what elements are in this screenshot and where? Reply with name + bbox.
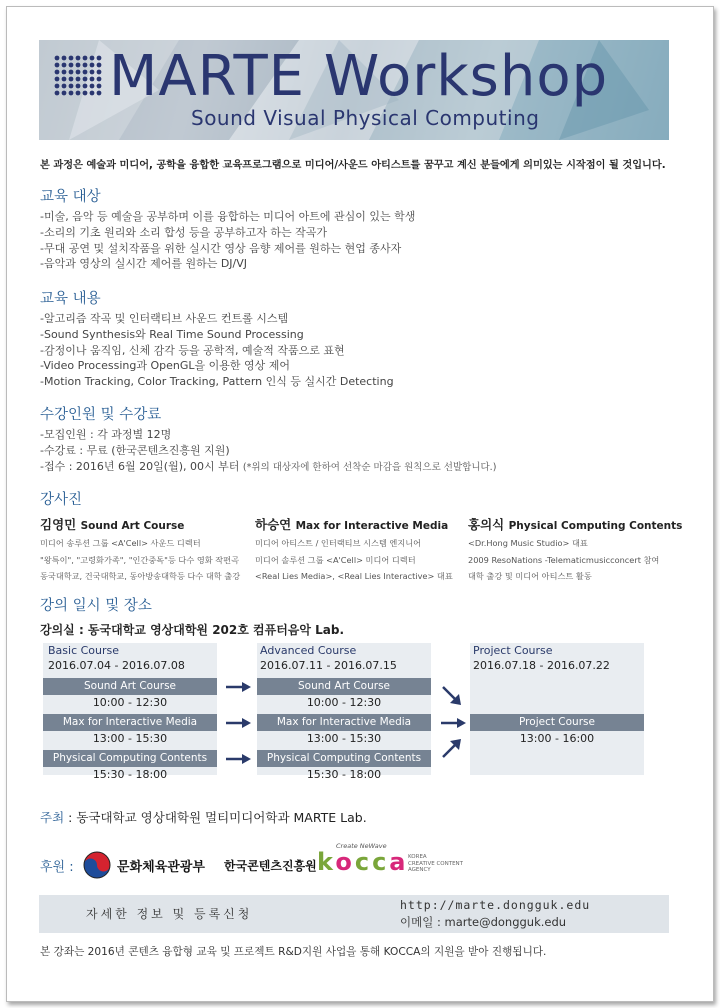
instructor-course: Max for Interactive Media: [295, 520, 449, 532]
kocca-logo-letter: c: [372, 848, 390, 876]
target-list: [40, 209, 415, 272]
sponsor-label: 후원 :: [40, 860, 74, 875]
logo-dot: [62, 77, 67, 82]
logo-dot: [76, 84, 81, 89]
arrow-up-right-icon: [440, 736, 464, 760]
logo-dot: [62, 56, 67, 61]
page-title: MARTE Workshop: [109, 44, 609, 109]
content-heading: 교육 내용: [40, 291, 101, 307]
logo-dot: [90, 91, 95, 96]
kocca-sub-line: KOREA: [408, 854, 427, 860]
session-title: Max for Interactive Media: [43, 714, 217, 731]
course-date: 2016.07.18 - 2016.07.22: [473, 659, 610, 672]
venue-text: 강의실 : 동국대학교 영상대학원 202호 컴퓨터음악 Lab.: [40, 623, 345, 637]
enroll-note: (*위의 대상자에 한하여 선착순 마감을 원칙으로 선발합니다.): [242, 461, 497, 473]
kocca-sub-line: CREATIVE CONTENT: [408, 860, 464, 867]
list-item: -음악과 영상의 실시간 제어를 원하는 DJ/VJ: [40, 257, 248, 271]
session-time: 10:00 - 12:30: [306, 696, 382, 709]
logo-dot: [62, 84, 67, 89]
logo-dot: [76, 56, 81, 61]
kocca-tagline: Create NeWave: [336, 842, 387, 850]
target-heading: 교육 대상: [40, 189, 101, 205]
logo-dot: [90, 84, 95, 89]
arrow-right-icon: [439, 716, 467, 730]
course-name: Project Course: [473, 644, 553, 657]
kocca-sub-line: AGENCY: [408, 867, 431, 873]
info-label: 자세한 정보 및 등록신청: [86, 907, 253, 921]
content-list: [40, 311, 394, 390]
logo-dot: [83, 77, 88, 82]
instructor-desc-line: 미디어 송루션 그룹 <A'Cell> 사운드 디렉터: [40, 538, 201, 548]
instructor-desc: [468, 535, 682, 585]
logo-dot: [90, 56, 95, 61]
host-text: [40, 808, 367, 826]
logo-dot: [69, 84, 74, 89]
instructor-desc-line: 대학 출강 및 미디어 아티스트 활동: [468, 571, 592, 581]
enroll-list: [40, 427, 496, 475]
logo-dot: [90, 77, 95, 82]
logo-dot: [97, 63, 102, 68]
logo-dot: [55, 91, 60, 96]
logo-dot: [97, 56, 102, 61]
kocca-logo-text: [317, 848, 409, 876]
instructor-course: Physical Computing Contents: [508, 520, 683, 532]
page-subtitle: Sound Visual Physical Computing: [191, 106, 540, 130]
host-org: : 동국대학교 영상대학원 멀티미디어학과 MARTE Lab.: [64, 810, 367, 825]
session-time: 13:00 - 15:30: [306, 732, 382, 745]
instructor-desc: [40, 535, 240, 585]
logo-dot: [90, 70, 95, 75]
instructor-card: [255, 515, 453, 585]
kocca-korean-name: 한국콘텐츠진흥원: [224, 859, 317, 873]
course-column-basic: [43, 643, 217, 781]
logo-dot: [55, 84, 60, 89]
logo-dot: [83, 91, 88, 96]
list-item: -Motion Tracking, Color Tracking, Pattern 인식 등 실시간 Detecting: [40, 375, 394, 389]
session-time: 13:00 - 15:30: [92, 732, 168, 745]
mcst-name: 문화체육관광부: [117, 860, 205, 875]
instructor-card: [40, 515, 240, 585]
session-time: 13:00 - 16:00: [519, 732, 595, 745]
instructor-name-text: 김영민: [40, 517, 77, 532]
list-item: -Sound Synthesis와 Real Time Sound Processing: [40, 327, 304, 341]
logo-dot: [76, 77, 81, 82]
course-name: Basic Course: [48, 644, 120, 657]
logo-dot: [55, 56, 60, 61]
instructor-desc-line: 2009 ResoNations -Telematicmusicconcert 참여: [468, 554, 660, 565]
list-item: -소리의 기초 원리와 소리 합성 등을 공부하고자 하는 작곡가: [40, 225, 327, 239]
logo-dot: [55, 70, 60, 75]
logo-dot: [69, 70, 74, 75]
list-item: [40, 459, 496, 476]
logo-dot: [83, 70, 88, 75]
list-item: -감정이나 움직임, 신체 감각 등을 공학적, 예술적 작품으로 표현: [40, 343, 345, 357]
logo-dot: [62, 91, 67, 96]
course-column-project: [470, 643, 644, 775]
kocca-logo-letter: a: [389, 848, 409, 876]
instructor-name: [255, 515, 453, 533]
instructor-desc: [255, 535, 453, 585]
course-column-advanced: [257, 643, 431, 781]
host-label: 주최: [40, 810, 65, 825]
enroll-date: -접수 : 2016년 6월 20일(월), 00시 부터: [40, 459, 240, 473]
logo-dot: [83, 63, 88, 68]
session-title: Max for Interactive Media: [257, 714, 431, 731]
logo-dot: [76, 70, 81, 75]
dot-grid-logo-icon: [53, 54, 105, 98]
header-banner: [39, 40, 669, 140]
arrow-right-icon: [224, 752, 252, 766]
list-item: -무대 공연 및 설치작품을 위한 실시간 영상 음향 제어를 원하는 현업 종사자: [40, 241, 402, 255]
session-title: Physical Computing Contents: [43, 750, 217, 767]
arrow-right-icon: [224, 680, 252, 694]
instructor-name-text: 하승연: [255, 517, 292, 532]
session-title: Sound Art Course: [43, 678, 217, 695]
logo-dot: [76, 91, 81, 96]
website-link[interactable]: http://marte.dongguk.edu: [400, 898, 591, 912]
footer-text: 본 강좌는 2016년 콘텐츠 융합형 교육 및 프로젝트 R&D지원 사업을 통해 KOCCA의 지원을 받아 진행됩니다.: [40, 946, 547, 958]
logo-dot: [62, 70, 67, 75]
session-time: 10:00 - 12:30: [92, 696, 168, 709]
list-item: -Video Processing과 OpenGL을 이용한 영상 제어: [40, 359, 291, 373]
session-time: 15:30 - 18:00: [306, 768, 382, 781]
logo-dot: [69, 56, 74, 61]
instructors-heading: 강사진: [40, 492, 83, 508]
logo-dot: [83, 84, 88, 89]
logo-dot: [62, 63, 67, 68]
logo-dot: [97, 84, 102, 89]
logo-dot: [69, 91, 74, 96]
session-time: 15:30 - 18:00: [92, 768, 168, 781]
instructor-desc-line: 동국대학교, 건국대학교, 동아방송대학등 다수 대학 출강: [40, 571, 241, 581]
logo-dot: [69, 63, 74, 68]
arrow-right-icon: [224, 716, 252, 730]
course-name: Advanced Course: [260, 644, 357, 657]
list-item: -미술, 음악 등 예술을 공부하며 이를 융합하는 미디어 아트에 관심이 있는 학생: [40, 210, 416, 223]
session-title: Physical Computing Contents: [257, 750, 431, 767]
instructor-desc-line: 미디어 아티스트 / 인터랙티브 시스템 엔지니어: [255, 538, 422, 548]
logo-dot: [97, 70, 102, 75]
instructor-name: [40, 515, 240, 533]
list-item: -모집인원 : 각 과정별 12명: [40, 428, 172, 441]
schedule-heading: 강의 일시 및 장소: [40, 598, 152, 614]
session-title: Project Course: [470, 714, 644, 731]
logo-dot: [55, 63, 60, 68]
enroll-heading: 수강인원 및 수강료: [40, 407, 162, 423]
kocca-logo-letter: o: [335, 848, 355, 876]
course-date: 2016.07.04 - 2016.07.08: [48, 659, 185, 672]
logo-dot: [76, 63, 81, 68]
logo-dot: [55, 77, 60, 82]
kocca-logo-letter: c: [354, 848, 373, 876]
kocca-logo-letter: k: [317, 848, 336, 876]
instructor-desc-line: <Dr.Hong Music Studio> 대표: [468, 538, 588, 548]
logo-dot: [97, 77, 102, 82]
instructor-course: Sound Art Course: [80, 520, 185, 532]
instructor-name-text: 홍의식: [468, 517, 505, 532]
instructor-card: [468, 515, 682, 585]
mcst-emblem-icon: [82, 850, 112, 880]
instructor-desc-line: 미디어 솔루션 그룹 <A'Cell> 미디어 디렉터: [255, 554, 416, 565]
list-item: -알고리즘 작곡 및 인터랙티브 사운드 컨트롤 시스템: [40, 312, 289, 325]
course-date: 2016.07.11 - 2016.07.15: [260, 659, 397, 672]
logo-dot: [97, 91, 102, 96]
arrow-down-right-icon: [440, 684, 464, 708]
kocca-logo: [317, 848, 409, 876]
session-title: Sound Art Course: [257, 678, 431, 695]
list-item: -수강료 : 무료 (한국콘텐츠진흥원 지원): [40, 443, 230, 457]
kocca-subtitle: [408, 854, 463, 874]
logo-dot: [90, 63, 95, 68]
instructor-name: [468, 515, 682, 533]
intro-text: 본 과정은 예술과 미디어, 공학을 융합한 교육프로그램으로 미디어/사운드 아티스트를 꿈꾸고 계신 분들에게 의미있는 시작점이 될 것입니다.: [40, 160, 666, 171]
instructor-desc-line: "왕특이", "고령화가족", "인간중독"등 다수 영화 작편곡: [40, 554, 239, 565]
logo-dot: [83, 56, 88, 61]
email-link[interactable]: 이메일 : marte@dongguk.edu: [400, 915, 567, 929]
instructor-desc-line: <Real Lies Media>, <Real Lies Interactive> 대표: [255, 571, 453, 581]
logo-dot: [69, 77, 74, 82]
